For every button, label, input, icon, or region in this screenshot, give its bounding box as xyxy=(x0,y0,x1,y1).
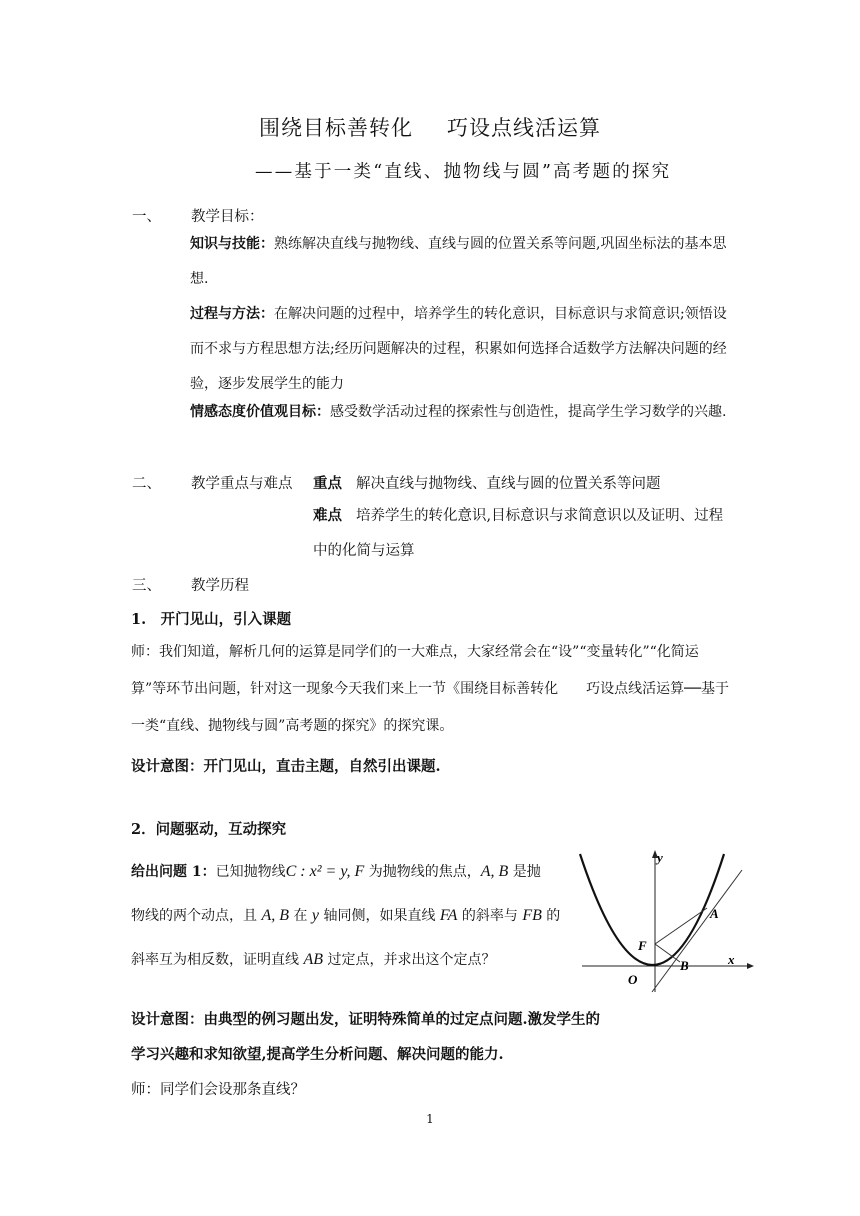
emotion-text: 感受数学活动过程的探索性与创造性，提高学生学习数学的兴趣. xyxy=(330,404,727,420)
emotion-label: 情感态度价值观目标： xyxy=(190,404,330,420)
problem-text-j: 过定点，并求出这个定点？ xyxy=(323,952,496,968)
problem-text-c: 是抛 xyxy=(508,864,541,880)
difficulty-label: 难点 xyxy=(313,507,342,524)
problem-text-f: 轴同侧，如果直线 xyxy=(319,908,440,924)
section-1-title: 教学目标： xyxy=(191,209,264,225)
step-2-heading: 2．问题驱动，互动探究 xyxy=(131,821,287,838)
problem-math-fa: FA xyxy=(439,907,458,924)
focus-row xyxy=(313,472,661,493)
problem-text-a: 已知抛物线 xyxy=(215,864,286,880)
x-axis-label: x xyxy=(728,952,735,967)
problem-text-i: 斜率互为相反数，证明直线 xyxy=(131,952,304,968)
point-a-label: A xyxy=(710,906,719,921)
problem-text-h: 的 xyxy=(541,908,561,924)
focus-label: F xyxy=(638,938,647,953)
process-paragraph xyxy=(190,297,730,402)
problem-math-ab: A, B xyxy=(480,863,509,880)
section-2-number: 二、 xyxy=(132,476,161,492)
step-1-heading: 1. 开门见山，引入课题 xyxy=(131,611,292,628)
step-2-design-intent-line-2: 学习兴趣和求知欲望,提高学生分析问题、解决问题的能力. xyxy=(131,1046,504,1063)
y-axis-label: y xyxy=(657,850,663,865)
title-part-2: 巧设点线活运算 xyxy=(447,116,601,140)
problem-math-parabola: C : x² = y, F xyxy=(285,863,365,880)
section-3-number: 三、 xyxy=(132,578,161,594)
origin-label: O xyxy=(628,972,638,987)
focus-text: 解决直线与抛物线、直线与圆的位置关系等问题 xyxy=(356,476,661,492)
problem-math-line-ab: AB xyxy=(303,951,323,968)
teacher-question: 师：同学们会设那条直线？ xyxy=(131,1082,305,1098)
problem-label: 给出问题 1： xyxy=(131,864,216,880)
parabola-curve xyxy=(580,854,724,965)
problem-math-fb: FB xyxy=(522,907,542,924)
knowledge-paragraph xyxy=(190,227,730,297)
document-title xyxy=(0,112,860,142)
problem-1 xyxy=(131,850,571,982)
parabola-figure xyxy=(572,842,758,997)
problem-math-ab-2: A, B xyxy=(261,907,289,924)
focus-label: 重点 xyxy=(313,475,342,492)
step-1-design-intent: 设计意图：开门见山，直击主题，自然引出课题. xyxy=(131,758,441,775)
difficulty-row xyxy=(313,498,733,569)
problem-math-y: y xyxy=(311,907,320,924)
difficulty-text: 培养学生的转化意识,目标意识与求简意识以及证明、过程中的化简与运算 xyxy=(313,508,724,559)
x-axis-arrow xyxy=(747,963,754,969)
knowledge-label: 知识与技能： xyxy=(190,236,274,252)
section-1-number: 一、 xyxy=(132,209,161,225)
step-1-teacher-text: 师：我们知道，解析几何的运算是同学们的一大难点，大家经常会在“设”“变量转化”“化简运算”等环节出问题，针对这一现象今天我们来上一节《围绕目标善转化 巧设点线活运算──基于一类“直线、抛物线与圆”高考题的探究》的探究课。 xyxy=(131,644,730,734)
step-2-design-intent-line-1: 设计意图：由典型的例习题出发，证明特殊简单的过定点问题.激发学生的 xyxy=(131,1011,601,1028)
page-number: 1 xyxy=(426,1112,434,1126)
process-text: 在解决问题的过程中，培养学生的转化意识，目标意识与求简意识;领悟设而不求与方程思想方法;经历问题解决的过程，积累如何选择合适数学方法解决问题的经验，逐步发展学生的能力 xyxy=(190,306,727,392)
title-part-1: 围绕目标善转化 xyxy=(259,116,413,140)
problem-text-g: 的斜率与 xyxy=(457,908,523,924)
problem-text-b: 为抛物线的焦点， xyxy=(364,864,481,880)
emotion-paragraph xyxy=(190,395,730,430)
problem-text-d: 物线的两个动点，且 xyxy=(131,908,262,924)
line-ab xyxy=(652,870,742,992)
section-3-title: 教学历程 xyxy=(191,578,249,594)
line-fa xyxy=(655,908,707,944)
point-b-label: B xyxy=(680,958,689,973)
knowledge-text: 熟练解决直线与抛物线、直线与圆的位置关系等问题,巩固坐标法的基本思想. xyxy=(190,236,727,287)
process-label: 过程与方法： xyxy=(190,306,274,322)
problem-text-e: 在 xyxy=(289,908,312,924)
section-2-title: 教学重点与难点 xyxy=(191,476,293,492)
document-subtitle: ——基于一类“直线、抛物线与圆”高考题的探究 xyxy=(255,162,672,182)
